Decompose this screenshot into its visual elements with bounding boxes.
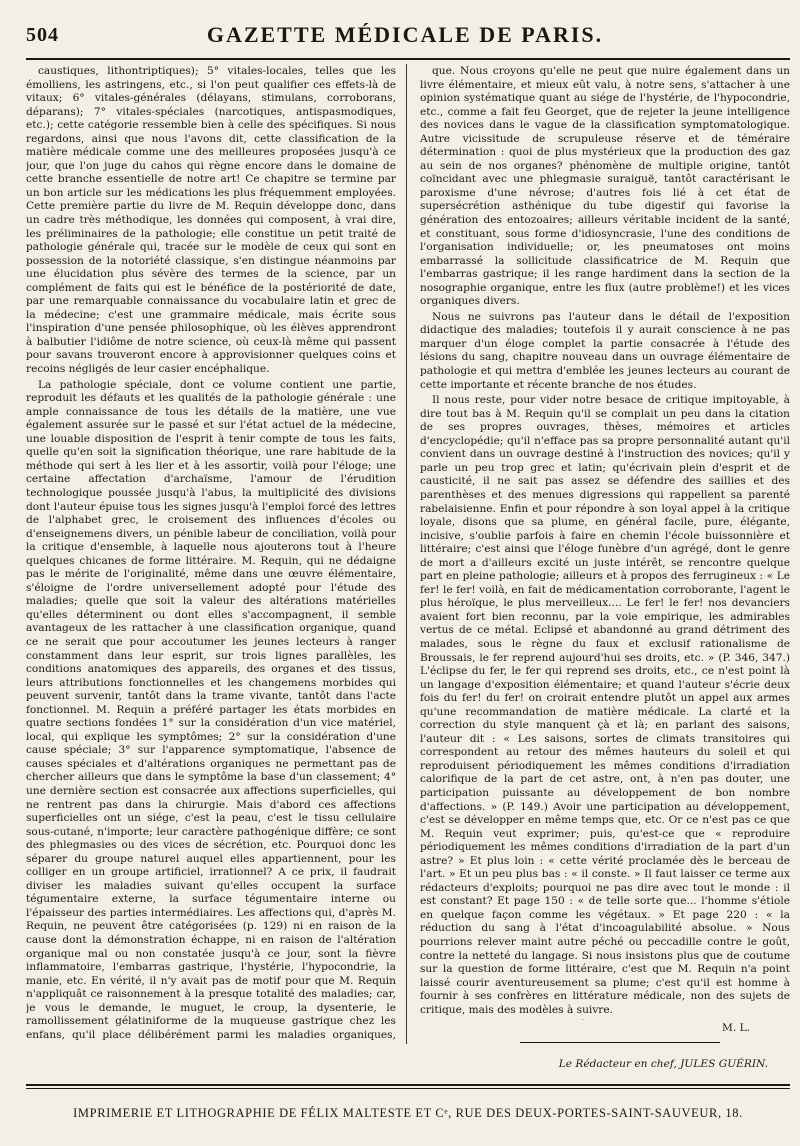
left-paragraph-1: caustiques, lithontriptiques); 5° vitales-locales, telles que les émolliens, les astringens, etc., si l'on peut qualifier ces effets-là de vitaux; 6° vitales-générales (délayans, stimulans, corroborans, déparans); 7° vitales-spéciales (narcotiques, antispasmodiques, etc.); cette catégorie ressemble bien à celle des spécifiques. Si nous regardons, ainsi que nous l'avons dit, cette classification de la matière médicale comme une des meilleures proposées jusqu'à ce jour, que l'on juge du cahos qui règne encore dans le domaine de cette branche essentielle de notre art! Ce chapitre se termine par un bon article sur les médications les plus fréquemment employées. Cette première partie du livre de M. Requin développe donc, dans un cadre très méthodique, les données qui composent, à vrai dire, les préliminaires de la pathologie; elle constitue un petit traité de pathologie générale qui, tracée sur le modèle de ceux qui sont en possession de la notoriété classique, s'en distingue néanmoins par une élucidation plus sévère des termes de la science, par un complément de faits qui est le bénéfice de la postériorité de date, par une remarquable connaissance du vocabulaire latin et grec de la médecine; c'est une grammaire médicale, mais écrite sous l'inspiration d'une pensée philosophique, où les élèves apprendront à balbutier l'idiôme de notre science, où ceux-là même qui passent pour savans trouveront encore à approvisionner quelques coins et recoins négligés de leur casier encéphalique. [26,65,396,376]
page-number: 504 [26,24,59,46]
author-initials: M. L. [722,1022,750,1034]
right-paragraph-2: Nous ne suivrons pas l'auteur dans le détail de l'exposition didactique des maladies; toutefois il y aurait conscience à ne pas marquer d'un éloge complet la partie consacrée à l'étude des lésions du sang, chapitre nouveau dans un ouvrage élémentaire de pathologie et qui mettra d'emblée les jeunes lecteurs au courant de cette importante et récente branche de nos études. [420,310,790,391]
right-column [420,65,790,1020]
header-rule [26,58,790,60]
journal-title: GAZETTE MÉDICALE DE PARIS. [206,22,604,47]
left-column [26,65,396,1040]
page-header [20,18,790,52]
signature-rule [520,1042,720,1043]
right-paragraph-3: Il nous reste, pour vider notre besace de critique impitoyable, à dire tout bas à M. Requin qu'il se complait un peu dans la citation de ses propres ouvrages, thèses, mémoires et articles d'encyclopédie; qu'il n'efface pas sa propre personnalité autant qu'il convient dans un ouvrage destiné à l'instruction des novices; qu'il y parle un peu trop grec et latin; qu'écrivain plein d'esprit et de causticité, il ne sait pas assez se défendre des saillies et des parenthèses et des menues digressions qui rappellent sa parenté rabelaisienne. Enfin et pour répondre à son loyal appel à la critique loyale, disons que sa plume, en général facile, pure, élégante, incisive, s'oublie parfois à faire en chemin l'école buissonnière et littéraire; c'est ainsi que l'éloge funèbre d'un agrégé, dont le genre de mort a d'ailleurs excité un juste intérêt, se rencontre quelque part en pleine pathologie; ailleurs et à propos des ferrugineux : « Le fer! le fer! voilà, en fait de médicamentation corroborante, l'agent le plus héroïque, le plus merveilleux.... Le fer! le fer! nos devanciers avaient fort bien reconnu, par la voie empirique, les admirables vertus de ce métal. Eclipsé et abandonné au grand détriment des malades, sous le règne du faux et exclusif rationalisme de Broussais, le fer reprend aujourd'hui ses droits, etc. » (P. 346, 347.) L'éclipse du fer, le fer qui reprend ses droits, etc., ce n'est point là un langage d'exposition élémentaire; et quand l'auteur s'écrie deux fois du fer! du fer! on croirait entendre plutôt un appel aux armes qu'une recommandation de matière médicale. La clarté et la correction du style manquent çà et là; en parlant des saisons, l'auteur dit : « Les saisons, sortes de climats transitoires qui correspondent au retour des mêmes hauteurs du soleil et qui reproduisent périodiquement les mêmes conditions d'irradiation calorifique de la part de cet astre, ont, à n'en pas douter, une participation puissante au développement de bon nombre d'affections. » (P. 149.) Avoir une participation au développement, c'est se développer en même temps que, etc. Or ce n'est pas ce que M. Requin veut exprimer; puis, qu'est-ce que « reproduire périodiquement les mêmes conditions d'irradiation de la part d'un astre? » Et plus loin : « cette vérité proclamée dès le berceau de l'art. » Et un peu plus bas : « il conste. » Il faut laisser ce terme aux rédacteurs d'exploits; pourquoi ne pas dire avec tout le monde : il est constant? Et page 150 : « de telle sorte que... l'homme s'étiole en quelque façon comme les végétaux. » Et page 220 : « la réduction du sang à l'état d'incoagulabilité absolue. » Nous pourrions relever maint autre péché ou peccadille contre le goût, contre la netteté du langage. Si nous insistons plus que de coutume sur la question de forme littéraire, c'est que M. Requin n'a point laissé courir aventureusement sa plume; c'est qu'il est homme à fournir à ses confrères en littérature médicale, non des sujets de critique, mais des modèles à suivre. [420,394,790,1016]
right-paragraph-1: que. Nous croyons qu'elle ne peut que nuire également dans un livre élémentaire, et mieux eût valu, à notre sens, s'attacher à une opinion systématique quant au siége de l'hystérie, de l'hypocondrie, etc., comme a fait feu Georget, que de rejeter la jeune intelligence des novices dans le vague de la classification symptomatologique. Autre vicissitude de scrupuleuse réserve et de téméraire détermination : quoi de plus mystérieux que la production des gaz au sein de nos organes? phénomène de multiple origine, tantôt coïncidant avec une phlegmasie suraiguë, tantôt caractérisant le paroxisme d'une névrose; d'autres fois lié à cet état de supersécrétion asthénique du tube digestif qui favorise la génération des entozoaires; ailleurs véritable incident de la santé, et constituant, sous forme d'idiosyncrasie, l'une des conditions de l'organisation individuelle; or, les pneumatoses ont moins embarrassé la sollicitude classificatrice de M. Requin que l'embarras gastrique; il les range hardiment dans la section de la nosographie organique, entre les flux (autre problème!) et les vices organiques divers. [420,65,790,308]
editor-signature: Le Rédacteur en chef, JULES GUÉRIN. [558,1058,768,1070]
printer-imprint: IMPRIMERIE ET LITHOGRAPHIE DE FÉLIX MALTESTE ET Cᵉ, RUE DES DEUX-PORTES-SAINT-SAUVEUR, 18. [73,1106,743,1120]
footer-rule-thick [26,1084,790,1086]
footer-rule-thin [26,1088,790,1089]
left-paragraph-2: La pathologie spéciale, dont ce volume contient une partie, reproduit les défauts et les qualités de la pathologie générale : une ample connaissance de tous les détails de la matière, une vue également assurée sur le passé et sur l'état actuel de la médecine, une louable disposition de l'esprit à tenir compte de tous les faits, quelle qu'en soit la signification théorique, une rare habitude de la méthode qui sert à les lier et à les assortir, voilà pour l'éloge; une certaine affectation d'archaïsme, l'amour de l'érudition technologique poussée jusqu'à l'abus, la multiplicité des divisions dont l'auteur épuise tous les signes jusqu'à l'emploi forcé des lettres de l'alphabet grec, le croisement des influences d'écoles ou d'enseignemens divers, un pénible labeur de conciliation, voilà pour la critique d'ensemble, à laquelle nous ajouterons tout à l'heure quelques chicanes de forme littéraire. M. Requin, qui ne dédaigne pas le mérite de l'originalité, même dans une œuvre élémentaire, s'éloigne de l'ordre universellement adopté pour l'étude des maladies; quelle que soit la valeur des altérations matérielles qu'elles déterminent ou dont elles s'accompagnent, il semble avantageux de les rattacher à une classification organique, quand ce ne serait que pour accoutumer les jeunes lecteurs à ranger constamment dans leur esprit, sur trois lignes parallèles, les conditions anatomiques des appareils, des organes et des tissus, leurs attributions fonctionnelles et les changemens morbides qui peuvent survenir, tantôt dans la trame vivante, tantôt dans l'acte fonctionnel. M. Requin a préféré partager les états morbides en quatre sections fondées 1° sur la considération d'un vice matériel, local, qui explique les symptômes; 2° sur la considération d'une cause spéciale; 3° sur l'apparence symptomatique, l'absence de causes spéciales et d'altérations organiques ne permettant pas de chercher ailleurs que dans le symptôme la base d'un classement; 4° une dernière section est consacrée aux affections superficielles, qui ne rentrent pas dans la chirurgie. Mais d'abord ces affections superficielles ont un siége, c'est la peau, c'est le tissu cellulaire sous-cutané, n'importe; leur caractère pathogénique diffère; ce sont des phlegmasies ou des vices de sécrétion, etc. Pourquoi donc les séparer du groupe naturel auquel elles appartiennent, pour les colliger en un groupe artificiel, irrationnel? A ce prix, il faudrait diviser les maladies suivant qu'elles occupent la surface tégumentaire externe, la surface tégumentaire interne ou l'épaisseur des parties intermédiaires. Les affections qui, d'après M. Requin, ne peuvent être catégorisées (p. 129) ni en raison de la cause dont la démonstration échappe, ni en raison de l'altération organique mal ou non constatée jusqu'à ce jour, sont la fièvre inflammatoire, l'embarras gastrique, l'hystérie, l'hypocondrie, la manie, etc. En vérité, il n'y avait pas de motif pour que M. Requin n'appliquât ce raisonnement à la presque totalité des maladies; car, je vous le demande, le muguet, le croup, la dysenterie, le ramollissement gélatiniforme de la muqueuse gastrique chez les enfans, qu'il place délibérément parmi les maladies organiques, [26,378,396,1040]
right-paragraph-4 [420,1019,790,1020]
column-divider [406,64,407,1044]
